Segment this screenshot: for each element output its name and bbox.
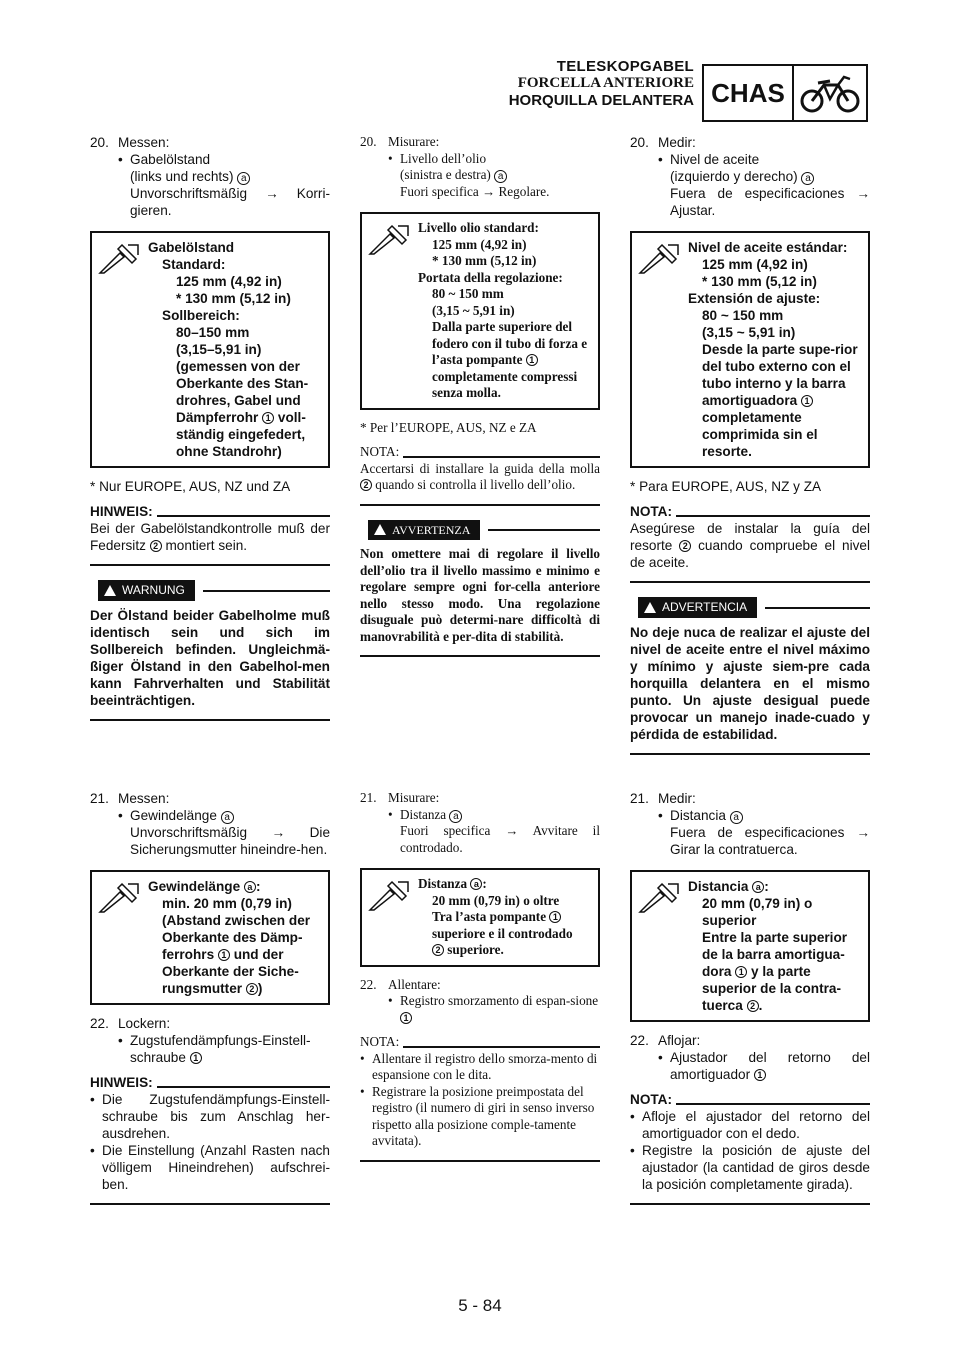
note-body-es: Asegúrese de instalar la guía del resorte 2 cuando compruebe el nivel de aceite. xyxy=(630,521,870,570)
warning-header-de: WARNUNG xyxy=(90,580,330,601)
spec-box-distance-es: Distancia a : 20 mm (0,79 in) o superior Entre la parte superior de la barra amortigua-dora 1 y la parte superior de la contra-tuerca 2 . xyxy=(630,870,870,1022)
step-22-it: 22. Allentare: • Registro smorzamento di espan-sione 1 xyxy=(360,977,600,1027)
column-spanish-lower: 21. Medir: • Distancia a Fuera de especificaciones → Girar la contratuerca. Distancia a : 20 mm (0,79 in) o superior Entre la parte superior de la barra amortigua-dora 1 y la parte superior de la contra-tuerca 2 . 22. Aflojar: • Ajustador del retorno del amortiguador 1 NOTA: • Afloje el ajustador del retorno del amortiguador con el dedo. • Registre la posición de ajuste del ajustador (la cantidad de giros desde la posición completamente girada). xyxy=(630,790,870,1211)
step-20-es: 20. Medir: • Nivel de aceite (izquierdo y derecho) a Fuera de especificaciones → Ajustar. xyxy=(630,134,870,219)
step-20-de: 20. Messen: • Gabelölstand (links und rechts) a Unvorschriftsmäßig → Korri-gieren. xyxy=(90,134,330,219)
spec-box-distance-it: Distanza a : 20 mm (0,79 in) o oltre Tra l’asta pompante 1 superiore e il controdado 2 superiore. xyxy=(360,868,600,967)
note-header-it-2: NOTA: xyxy=(360,1034,600,1051)
column-spanish-upper xyxy=(630,134,870,761)
wrench-spec-icon xyxy=(368,880,410,912)
header-title-es: HORQUILLA DELANTERA xyxy=(508,92,694,109)
mark-a: a xyxy=(237,172,250,185)
column-italian-upper xyxy=(360,134,600,663)
warning-header-es: ADVERTENCIA xyxy=(630,597,870,618)
warning-body-it: Non omettere mai di regolare il livello dell’olio tra il livello massimo e minimo e regolare sempre ogni for-cella anteriore nello stesso modo. Una regolazione disuguale può determi-nare difficoltà di manovrabilità e per-dita di stabilità. xyxy=(360,546,600,644)
footnote-es: * Para EUROPE, AUS, NZ y ZA xyxy=(630,479,822,494)
warning-icon xyxy=(104,585,116,596)
note-body-de: Bei der Gabelölstandkontrolle muß der Federsitz 2 montiert sein. xyxy=(90,521,330,553)
warning-header-it: AVVERTENZA xyxy=(360,520,600,541)
motorcycle-icon xyxy=(794,66,866,120)
spec-box-thread-length-de: Gewindelänge a : min. 20 mm (0,79 in) (Abstand zwischen der Oberkante des Dämp-ferrohrs 1 und der Oberkante der Siche-rungsmutter 2 ) xyxy=(90,870,330,1005)
section-badge xyxy=(702,64,868,122)
page-number: 5 - 84 xyxy=(458,1296,502,1315)
spec-box-oil-level-de: Gabelölstand Standard: 125 mm (4,92 in) * 130 mm (5,12 in) Sollbereich: 80–150 mm (3,15–5,91 in) (gemessen von der Oberkante des Stan-drohres, Gabel und Dämpferrohr 1 voll-ständig eingefedert, ohne Standrohr) xyxy=(90,231,330,468)
column-german-upper xyxy=(90,134,330,727)
wrench-spec-icon xyxy=(638,882,680,914)
warning-icon xyxy=(644,602,656,613)
step-21-it: 21. Misurare: • Distanza a Fuori specifica → Avvitare il controdado. xyxy=(360,790,600,856)
header-title-de: TELESKOPGABEL xyxy=(556,58,694,75)
warning-body-es: No deje nuca de realizar el ajuste del nivel de aceite entre el nivel máximo y mínimo y ajuste siem-pre cada horquilla delantera en el mismo punto. Un ajuste desigual puede provocar un manejo inade-cuado y pérdida de estabilidad. xyxy=(630,625,870,742)
step-21-de: 21. Messen: • Gewindelänge a Unvorschriftsmäßig → Die Sicherungsmutter hineindre-hen. xyxy=(90,790,330,858)
warning-body-de: Der Ölstand beider Gabelholme muß identisch sein und sich im Sollbereich befinden. Ungleichmä-ßiger Ölstand in den Gabelhol-men kann Fahrverhalten und Stabilität beeinträchtigen. xyxy=(90,608,330,708)
spec-box-oil-level-es: Nivel de aceite estándar: 125 mm (4,92 in) * 130 mm (5,12 in) Extensión de ajuste: 80 ~ 150 mm (3,15 ~ 5,91 in) Desde la parte supe-rior del tubo externo con el tubo interno y la barra amortiguadora 1 completamente comprimida sin el resorte. xyxy=(630,231,870,468)
note-header-de-2: HINWEIS: xyxy=(90,1074,330,1091)
wrench-spec-icon xyxy=(98,243,140,275)
step-22-es: 22. Aflojar: • Ajustador del retorno del amortiguador 1 xyxy=(630,1032,870,1083)
section-badge-label: CHAS xyxy=(704,66,794,120)
note-header-it: NOTA: xyxy=(360,444,600,461)
step-20-it: 20. Misurare: • Livello dell’olio (sinistra e destra) a Fuori specifica → Regolare. xyxy=(360,134,600,200)
step-22-de: 22. Lockern: • Zugstufendämpfungs-Einstell-schraube 1 xyxy=(90,1015,330,1066)
note-header-de: HINWEIS: xyxy=(90,503,330,520)
step-21-es: 21. Medir: • Distancia a Fuera de especificaciones → Girar la contratuerca. xyxy=(630,790,870,858)
footnote-it: * Per l’EUROPE, AUS, NZ e ZA xyxy=(360,419,537,435)
warning-icon xyxy=(374,524,386,535)
note-header-es: NOTA: xyxy=(630,503,870,520)
column-german-lower: 21. Messen: • Gewindelänge a Unvorschriftsmäßig → Die Sicherungsmutter hineindre-hen. Gewindelänge a : min. 20 mm (0,79 in) (Abstand zwischen der Oberkante des Dämp-ferrohrs 1 und der Oberkante der Siche-rungsmutter 2 ) 22. Lockern: • Zugstufendämpfungs-Einstell-schraube 1 HINWEIS: • Die Zugstufendämpfungs-Einstell-schraube bis zum Anschlag her-ausdrehen. • Die Einstellung (Anzahl Rasten nach völligem Hineindrehen) aufschrei-ben. xyxy=(90,790,330,1211)
wrench-spec-icon xyxy=(638,243,680,275)
header-title-it: FORCELLA ANTERIORE xyxy=(517,75,694,91)
page-header xyxy=(509,58,694,109)
note-header-es-2: NOTA: xyxy=(630,1091,870,1108)
wrench-spec-icon xyxy=(368,224,410,256)
column-italian-lower: 21. Misurare: • Distanza a Fuori specifica → Avvitare il controdado. Distanza a : 20 mm (0,79 in) o oltre Tra l’asta pompante 1 superiore e il controdado 2 superiore. 22. Allentare: • Registro smorzamento di espan-sione 1 NOTA: • Allentare il registro dello smorza-mento di espansione con le dita. • Registrare la posizione preimpostata del registro (il numero di giri in senso inverso rispetto alla posizione comple-tamente avvitata). xyxy=(360,790,600,1168)
spec-box-oil-level-it: Livello olio standard: 125 mm (4,92 in) * 130 mm (5,12 in) Portata della regolazione: 80 ~ 150 mm (3,15 ~ 5,91 in) Dalla parte superiore del fodero con il tubo di forza e l’asta pompante 1 completamente compressi senza molla. xyxy=(360,212,600,410)
note-body-it: Accertarsi di installare la guida della molla 2 quando si controlla il livello dell’olio. xyxy=(360,460,600,492)
wrench-spec-icon xyxy=(98,882,140,914)
footnote-de: * Nur EUROPE, AUS, NZ und ZA xyxy=(90,479,291,494)
